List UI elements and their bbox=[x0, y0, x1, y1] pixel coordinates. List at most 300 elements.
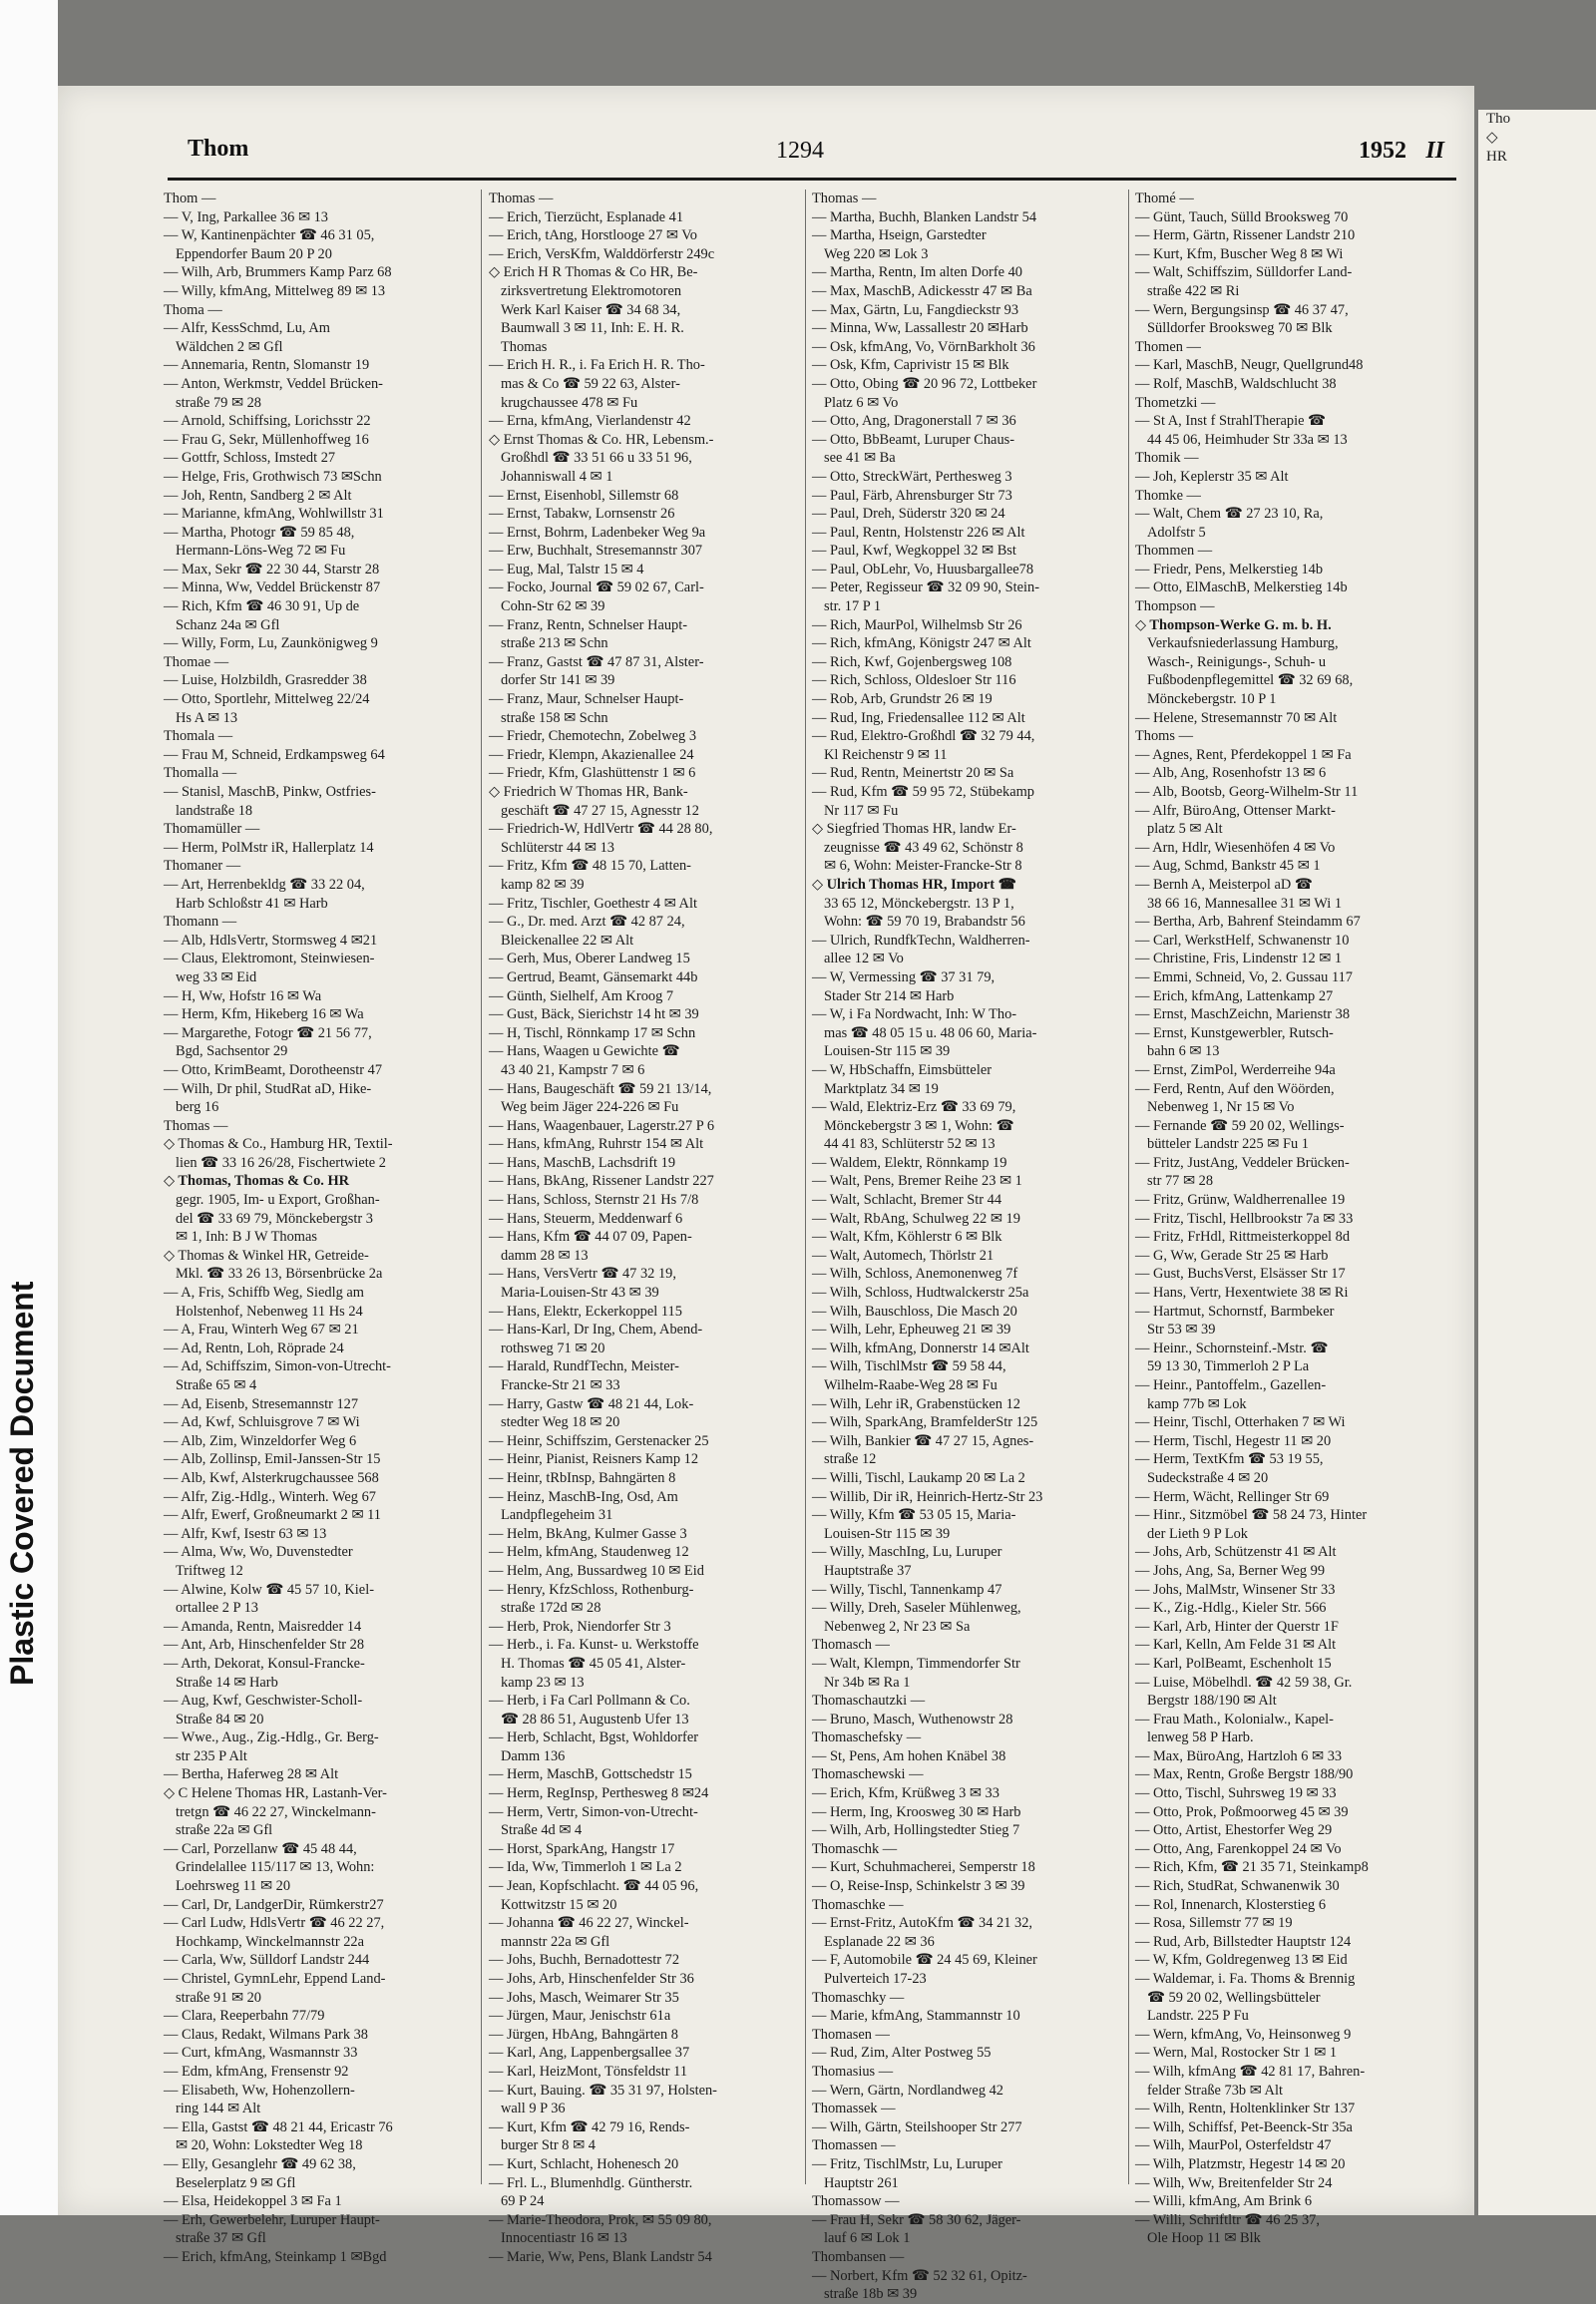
directory-entry: felder Straße 73b ✉ Alt bbox=[1147, 2082, 1283, 2099]
directory-entry: — Heinr, tRbInsp, Bahngärten 8 bbox=[489, 1469, 676, 1486]
directory-entry: Thomamüller — bbox=[164, 821, 260, 838]
directory-entry: Thoms — bbox=[1135, 728, 1193, 745]
directory-entry: Mönckebergstr. 10 P 1 bbox=[1147, 691, 1277, 708]
directory-entry: Verkaufsniederlassung Hamburg, bbox=[1147, 635, 1339, 652]
directory-entry: — Luise, Holzbildh, Grasredder 38 bbox=[164, 672, 367, 689]
directory-entry: — Heinr., Schornsteinf.-Mstr. ☎ bbox=[1135, 1340, 1329, 1356]
directory-entry: damm 28 ✉ 13 bbox=[501, 1247, 589, 1264]
directory-entry: — Waldemar, i. Fa. Thoms & Brennig bbox=[1135, 1971, 1356, 1987]
directory-entry: Thom — bbox=[164, 191, 216, 206]
next-page-fragment-text: HR bbox=[1486, 149, 1507, 165]
directory-entry: — Herm, Ing, Kroosweg 30 ✉ Harb bbox=[812, 1803, 1021, 1820]
directory-entry: — Bertha, Haferweg 28 ✉ Alt bbox=[164, 1766, 339, 1783]
directory-entry: — Walt, Kfm, Köhlerstr 6 ✉ Blk bbox=[812, 1229, 1002, 1246]
directory-entry: see 41 ✉ Ba bbox=[824, 450, 896, 467]
directory-entry: straße 37 ✉ Gfl bbox=[176, 2230, 266, 2247]
directory-entry: — Art, Herrenbekldg ☎ 33 22 04, bbox=[164, 876, 365, 893]
directory-entry: kamp 23 ✉ 13 bbox=[501, 1674, 585, 1691]
directory-entry: — Erich, Tierzücht, Esplanade 41 bbox=[489, 208, 684, 225]
directory-entry: — Arth, Dekorat, Konsul-Francke- bbox=[164, 1655, 365, 1672]
header-page-number: 1294 bbox=[776, 138, 824, 164]
directory-entry: — Aug, Schmd, Bankstr 45 ✉ 1 bbox=[1135, 858, 1321, 875]
directory-entry: — Friedr, Kfm, Glashüttenstr 1 ✉ 6 bbox=[489, 765, 696, 782]
directory-entry: — Willy, Dreh, Saseler Mühlenweg, bbox=[812, 1600, 1021, 1617]
directory-entry: — Carla, Ww, Sülldorf Landstr 244 bbox=[164, 1952, 370, 1969]
directory-entry: — Paul, ObLehr, Vo, Huusbargallee78 bbox=[812, 561, 1034, 577]
directory-entry: straße 79 ✉ 28 bbox=[176, 394, 261, 411]
directory-entry: — Wilh, Ww, Breitenfelder Str 24 bbox=[1135, 2174, 1333, 2191]
directory-entry: — Franz, Gastst ☎ 47 87 31, Alster- bbox=[489, 653, 704, 670]
directory-entry: — Herm, Wächt, Rellinger Str 69 bbox=[1135, 1488, 1330, 1505]
directory-entry: — Wilh, kfmAng, Donnerstr 14 ✉Alt bbox=[812, 1340, 1029, 1356]
directory-entry: — Friedr, Klempn, Akazienallee 24 bbox=[489, 746, 694, 763]
directory-entry: — Ernst, Tabakw, Lornsenstr 26 bbox=[489, 506, 675, 523]
directory-entry: ◇ Thomas & Winkel HR, Getreide- bbox=[164, 1247, 369, 1264]
directory-entry: — Marie, kfmAng, Stammannstr 10 bbox=[812, 2008, 1020, 2025]
directory-entry: — Rud, Kfm ☎ 59 95 72, Stübekamp bbox=[812, 784, 1034, 800]
directory-entry: — Joh, Rentn, Sandberg 2 ✉ Alt bbox=[164, 487, 352, 504]
directory-entry: — Wilh, kfmAng ☎ 42 81 17, Bahren- bbox=[1135, 2063, 1366, 2080]
directory-entry: straße 213 ✉ Schn bbox=[501, 635, 608, 652]
next-page-edge bbox=[1478, 110, 1596, 2215]
directory-entry: — Erich, Kfm, Krüßweg 3 ✉ 33 bbox=[812, 1785, 999, 1802]
directory-entry: — W, Vermessing ☎ 37 31 79, bbox=[812, 968, 996, 985]
directory-entry: — Frau H, Sekr ☎ 58 30 62, Jäger- bbox=[812, 2211, 1021, 2228]
directory-entry: — Arn, Hdlr, Wiesenhöfen 4 ✉ Vo bbox=[1135, 839, 1336, 856]
directory-entry: Nebenweg 2, Nr 23 ✉ Sa bbox=[824, 1618, 971, 1635]
directory-entry: — Herm, Tischl, Hegestr 11 ✉ 20 bbox=[1135, 1432, 1332, 1449]
directory-entry: — Herm, Gärtn, Rissener Landstr 210 bbox=[1135, 227, 1356, 244]
directory-entry: — Horst, SparkAng, Hangstr 17 bbox=[489, 1840, 675, 1857]
directory-entry: 44 41 83, Schlüterstr 52 ✉ 13 bbox=[824, 1136, 996, 1153]
directory-entry: Straße 4d ✉ 4 bbox=[501, 1822, 583, 1839]
directory-entry: — Jürgen, Maur, Jenischstr 61a bbox=[489, 2008, 671, 2025]
directory-entry: — Ernst, MaschZeichn, Marienstr 38 bbox=[1135, 1006, 1351, 1023]
directory-entry: Damm 136 bbox=[501, 1747, 566, 1764]
directory-entry: — Otto, Tischl, Suhrsweg 19 ✉ 33 bbox=[1135, 1785, 1337, 1802]
directory-entry: — H, Tischl, Rönnkamp 17 ✉ Schn bbox=[489, 1024, 696, 1041]
directory-entry: — Erich, kfmAng, Lattenkamp 27 bbox=[1135, 987, 1334, 1004]
directory-entry: krugchaussee 478 ✉ Fu bbox=[501, 394, 638, 411]
directory-entry: — Alfr, Kwf, Isestr 63 ✉ 13 bbox=[164, 1525, 327, 1542]
directory-entry: Louisen-Str 115 ✉ 39 bbox=[824, 1525, 951, 1542]
directory-entry: — Wald, Elektriz-Erz ☎ 33 69 79, bbox=[812, 1099, 1016, 1116]
directory-entry: — Wilh, Schloss, Hudtwalckerstr 25a bbox=[812, 1285, 1029, 1302]
directory-entry: Str 53 ✉ 39 bbox=[1147, 1322, 1216, 1339]
directory-entry: — Rich, kfmAng, Königstr 247 ✉ Alt bbox=[812, 635, 1031, 652]
directory-entry: — Willy, Kfm ☎ 53 05 15, Maria- bbox=[812, 1507, 1016, 1524]
directory-entry: — Wilh, Dr phil, StudRat aD, Hike- bbox=[164, 1080, 372, 1097]
directory-entry: — W, Kfm, Goldregenweg 13 ✉ Eid bbox=[1135, 1952, 1348, 1969]
directory-entry: ◇ C Helene Thomas HR, Lastanh-Ver- bbox=[164, 1785, 387, 1802]
directory-entry: — Wwe., Aug., Zig.-Hdlg., Gr. Berg- bbox=[164, 1729, 379, 1746]
directory-entry: — Ernst, Eisenhobl, Sillemstr 68 bbox=[489, 487, 679, 504]
directory-entry: — Jürgen, HbAng, Bahngärten 8 bbox=[489, 2026, 678, 2043]
directory-entry: — Hans, Vertr, Hexentwiete 38 ✉ Ri bbox=[1135, 1285, 1349, 1302]
directory-entry: — Fritz, Tischl, Hellbrookstr 7a ✉ 33 bbox=[1135, 1210, 1354, 1227]
directory-entry: Wilhelm-Raabe-Weg 28 ✉ Fu bbox=[824, 1377, 998, 1393]
directory-entry: — Gust, Bäck, Sierichstr 14 ht ✉ 39 bbox=[489, 1006, 699, 1023]
directory-entry: — W, Kantinenpächter ☎ 46 31 05, bbox=[164, 227, 375, 244]
directory-entry: Wasch-, Reinigungs-, Schuh- u bbox=[1147, 653, 1327, 670]
directory-entry: Thomasch — bbox=[812, 1637, 890, 1654]
directory-entry: Beselerplatz 9 ✉ Gfl bbox=[176, 2174, 296, 2191]
directory-entry: zirksvertretung Elektromotoren bbox=[501, 282, 682, 299]
directory-entry: — Ferd, Rentn, Auf den Wöörden, bbox=[1135, 1080, 1335, 1097]
directory-column-3 bbox=[812, 190, 1123, 2303]
directory-entry: 43 40 21, Kampstr 7 ✉ 6 bbox=[501, 1061, 645, 1078]
directory-entry: Maria-Louisen-Str 43 ✉ 39 bbox=[501, 1285, 659, 1302]
directory-entry: ◇ Siegfried Thomas HR, landw Er- bbox=[812, 821, 1016, 838]
directory-entry: — Otto, BbBeamt, Luruper Chaus- bbox=[812, 431, 1015, 448]
directory-entry: — V, Ing, Parkallee 36 ✉ 13 bbox=[164, 208, 329, 225]
page-header bbox=[188, 136, 1444, 170]
directory-entry: — Ida, Ww, Timmerloh 1 ✉ La 2 bbox=[489, 1859, 682, 1876]
directory-entry: Thomaschefsky — bbox=[812, 1729, 922, 1746]
directory-entry: Thomae — bbox=[164, 653, 229, 670]
directory-entry: — Friedrich-W, HdlVertr ☎ 44 28 80, bbox=[489, 821, 713, 838]
directory-entry: — Karl, Kelln, Am Felde 31 ✉ Alt bbox=[1135, 1637, 1337, 1654]
directory-entry: lauf 6 ✉ Lok 1 bbox=[824, 2230, 911, 2247]
directory-entry: — Helge, Fris, Grothwisch 73 ✉Schn bbox=[164, 468, 382, 485]
directory-entry: — Alb, Zim, Winzeldorfer Weg 6 bbox=[164, 1432, 357, 1449]
directory-entry: — Wern, Mal, Rostocker Str 1 ✉ 1 bbox=[1135, 2045, 1338, 2062]
directory-entry: Thomassow — bbox=[812, 2193, 900, 2210]
directory-entry: mas & Co ☎ 59 22 63, Alster- bbox=[501, 375, 680, 392]
directory-entry: — Paul, Rentn, Holstenstr 226 ✉ Alt bbox=[812, 524, 1025, 541]
directory-entry: Mkl. ☎ 33 26 13, Börsenbrücke 2a bbox=[176, 1266, 383, 1283]
directory-entry: — Heinr, Schiffszim, Gerstenacker 25 bbox=[489, 1432, 709, 1449]
plastic-covered-label: Plastic Covered Document bbox=[4, 1281, 40, 1686]
directory-entry: — Peter, Regisseur ☎ 32 09 90, Stein- bbox=[812, 579, 1039, 596]
directory-entry: ✉ 1, Inh: B J W Thomas bbox=[176, 1229, 317, 1246]
directory-entry: — Kurt, Bauing. ☎ 35 31 97, Holsten- bbox=[489, 2082, 717, 2099]
directory-entry: — Fritz, Kfm ☎ 48 15 70, Latten- bbox=[489, 858, 691, 875]
directory-entry: — Fritz, Grünw, Waldherrenallee 19 bbox=[1135, 1192, 1346, 1209]
directory-entry: Thombansen — bbox=[812, 2248, 905, 2265]
directory-entry: tretgn ☎ 46 22 27, Winckelmann- bbox=[176, 1803, 376, 1820]
directory-entry: Wohn: ☎ 59 70 19, Brabandstr 56 bbox=[824, 914, 1025, 931]
directory-entry: — Heinz, MaschB-Ing, Osd, Am bbox=[489, 1488, 678, 1505]
directory-entry: burger Str 8 ✉ 4 bbox=[501, 2137, 596, 2154]
directory-entry: — Herm, TextKfm ☎ 53 19 55, bbox=[1135, 1451, 1324, 1468]
scan-margin-strip bbox=[0, 0, 58, 2215]
directory-columns bbox=[164, 190, 1460, 2303]
directory-entry: 33 65 12, Mönckebergstr. 13 P 1, bbox=[824, 895, 1014, 912]
directory-entry: — Erw, Buchhalt, Stresemannstr 307 bbox=[489, 543, 703, 560]
directory-entry: Großhdl ☎ 33 51 66 u 33 51 96, bbox=[501, 450, 692, 467]
directory-entry: Sülldorfer Brooksweg 70 ✉ Blk bbox=[1147, 320, 1333, 337]
directory-entry: Straße 84 ✉ 20 bbox=[176, 1711, 264, 1728]
directory-entry: Nebenweg 1, Nr 15 ✉ Vo bbox=[1147, 1099, 1295, 1116]
directory-entry: lenweg 58 P Harb. bbox=[1147, 1729, 1254, 1746]
directory-entry: — Erich, VersKfm, Walddörferstr 249c bbox=[489, 245, 715, 262]
directory-entry: ✉ 6, Wohn: Meister-Francke-Str 8 bbox=[824, 858, 1022, 875]
directory-entry: straße 172d ✉ 28 bbox=[501, 1600, 601, 1617]
directory-entry: geschäft ☎ 47 27 15, Agnesstr 12 bbox=[501, 802, 699, 819]
directory-entry: Bergstr 188/190 ✉ Alt bbox=[1147, 1693, 1277, 1710]
directory-entry: Mönckebergstr 3 ✉ 1, Wohn: ☎ bbox=[824, 1117, 1014, 1134]
directory-entry: — Wern, Bergungsinsp ☎ 46 37 47, bbox=[1135, 301, 1349, 318]
directory-entry: — Minna, Ww, Veddel Brückenstr 87 bbox=[164, 579, 381, 596]
directory-entry: — Günt, Tauch, Sülld Brooksweg 70 bbox=[1135, 208, 1349, 225]
directory-entry: — Willi, Schriftltr ☎ 46 25 37, bbox=[1135, 2211, 1320, 2228]
directory-entry: Thomas — bbox=[164, 1117, 228, 1134]
directory-entry: Hauptstraße 37 bbox=[824, 1562, 912, 1579]
directory-entry: — Franz, Rentn, Schnelser Haupt- bbox=[489, 616, 688, 633]
directory-entry: — Wilh, MaurPol, Osterfeldstr 47 bbox=[1135, 2137, 1332, 2154]
directory-entry: — Kurt, Kfm ☎ 42 79 16, Rends- bbox=[489, 2118, 690, 2135]
directory-entry: Thomke — bbox=[1135, 487, 1201, 504]
directory-entry: — Wilh, Arb, Brummers Kamp Parz 68 bbox=[164, 264, 392, 281]
directory-entry: — Johanna ☎ 46 22 27, Winckel- bbox=[489, 1915, 689, 1932]
directory-entry: der Lieth 9 P Lok bbox=[1147, 1525, 1248, 1542]
directory-entry: Platz 6 ✉ Vo bbox=[824, 394, 899, 411]
directory-entry: ☎ 59 20 02, Wellingsbütteler bbox=[1147, 1989, 1321, 2006]
directory-entry: 44 45 06, Heimhuder Str 33a ✉ 13 bbox=[1147, 431, 1348, 448]
directory-entry: — Hinr., Sitzmöbel ☎ 58 24 73, Hinter bbox=[1135, 1507, 1368, 1524]
directory-entry: — Carl, WerkstHelf, Schwanenstr 10 bbox=[1135, 932, 1350, 949]
directory-entry: — Johs, Masch, Weimarer Str 35 bbox=[489, 1989, 679, 2006]
directory-entry: — Alfr, Zig.-Hdlg., Winterh. Weg 67 bbox=[164, 1488, 376, 1505]
directory-entry: — A, Fris, Schiffb Weg, Siedlg am bbox=[164, 1285, 364, 1302]
directory-entry: — Paul, Kwf, Wegkoppel 32 ✉ Bst bbox=[812, 543, 1016, 560]
directory-entry: — Rich, Kwf, Gojenbergsweg 108 bbox=[812, 653, 1012, 670]
directory-entry: — Ernst, Kunstgewerbler, Rutsch- bbox=[1135, 1024, 1334, 1041]
next-page-fragment-text: Tho bbox=[1486, 111, 1511, 127]
next-page-fragment-text: ◇ bbox=[1486, 130, 1498, 146]
directory-entry: — Fritz, FrHdl, Rittmeisterkoppel 8d bbox=[1135, 1229, 1351, 1246]
directory-entry: — Norbert, Kfm ☎ 52 32 61, Opitz- bbox=[812, 2267, 1027, 2284]
directory-entry: — Willi, kfmAng, Am Brink 6 bbox=[1135, 2193, 1313, 2210]
directory-entry: ◇ Thompson-Werke G. m. b. H. bbox=[1135, 616, 1332, 633]
directory-entry: — Gottfr, Schloss, Imstedt 27 bbox=[164, 450, 336, 467]
directory-entry: ortallee 2 P 13 bbox=[176, 1600, 258, 1617]
directory-entry: — Herm, PolMstr iR, Hallerplatz 14 bbox=[164, 839, 374, 856]
directory-entry: — Frl. L., Blumenhdlg. Güntherstr. bbox=[489, 2174, 693, 2191]
directory-entry: bahn 6 ✉ 13 bbox=[1147, 1043, 1220, 1060]
directory-entry: ◇ Friedrich W Thomas HR, Bank- bbox=[489, 784, 688, 800]
directory-entry: — Rosa, Sillemstr 77 ✉ 19 bbox=[1135, 1915, 1293, 1932]
directory-entry: — Max, Rentn, Große Bergstr 188/90 bbox=[1135, 1766, 1354, 1783]
directory-entry: Johanniswall 4 ✉ 1 bbox=[501, 468, 613, 485]
directory-entry: — Fritz, Tischler, Goethestr 4 ✉ Alt bbox=[489, 895, 697, 912]
header-surname: Thom bbox=[188, 136, 249, 162]
directory-entry: ◇ Erich H R Thomas & Co HR, Be- bbox=[489, 264, 698, 281]
directory-entry: — Otto, Sportlehr, Mittelweg 22/24 bbox=[164, 691, 370, 708]
directory-entry: dorfer Str 141 ✉ 39 bbox=[501, 672, 615, 689]
directory-entry: Francke-Str 21 ✉ 33 bbox=[501, 1377, 620, 1393]
directory-entry: — Aug, Kwf, Geschwister-Scholl- bbox=[164, 1693, 363, 1710]
directory-entry: — Herm, MaschB, Gottschedstr 15 bbox=[489, 1766, 692, 1783]
directory-entry: Cohn-Str 62 ✉ 39 bbox=[501, 598, 605, 615]
directory-entry: — Gust, BuchsVerst, Elsässer Str 17 bbox=[1135, 1266, 1346, 1283]
directory-entry: — Willi, Tischl, Laukamp 20 ✉ La 2 bbox=[812, 1469, 1025, 1486]
directory-column-1 bbox=[164, 190, 475, 2265]
directory-entry: — Martha, Hseign, Garstedter bbox=[812, 227, 987, 244]
directory-entry: Thomik — bbox=[1135, 450, 1199, 467]
directory-entry: — Karl, HeizMont, Tönsfeldstr 11 bbox=[489, 2063, 688, 2080]
directory-entry: — Walt, Pens, Bremer Reihe 23 ✉ 1 bbox=[812, 1173, 1022, 1190]
directory-entry: — Wilh, Schiffsf, Pet-Beenck-Str 35a bbox=[1135, 2118, 1353, 2135]
directory-page bbox=[58, 86, 1474, 2303]
directory-entry: wall 9 P 36 bbox=[501, 2101, 566, 2117]
directory-entry: — Johs, Arb, Hinschenfelder Str 36 bbox=[489, 1971, 694, 1987]
directory-entry: — O, Reise-Insp, Schinkelstr 3 ✉ 39 bbox=[812, 1878, 1025, 1895]
directory-entry: — Max, Gärtn, Lu, Fangdieckstr 93 bbox=[812, 301, 1019, 318]
directory-entry: — Herb., i. Fa. Kunst- u. Werkstoffe bbox=[489, 1637, 699, 1654]
directory-entry: Adolfstr 5 bbox=[1147, 524, 1206, 541]
directory-entry: — Herm, Kfm, Hikeberg 16 ✉ Wa bbox=[164, 1006, 364, 1023]
directory-entry: — Alfr, Ewerf, Großneumarkt 2 ✉ 11 bbox=[164, 1507, 381, 1524]
directory-entry: — Rich, Schloss, Oldesloer Str 116 bbox=[812, 672, 1016, 689]
directory-entry: — F, Automobile ☎ 24 45 69, Kleiner bbox=[812, 1952, 1037, 1969]
directory-entry: — Ad, Eisenb, Stresemannstr 127 bbox=[164, 1395, 359, 1412]
directory-entry: — Herb, Prok, Niendorfer Str 3 bbox=[489, 1618, 671, 1635]
column-divider bbox=[481, 190, 482, 2184]
directory-entry: — W, i Fa Nordwacht, Inh: W Tho- bbox=[812, 1006, 1017, 1023]
directory-entry: mannstr 22a ✉ Gfl bbox=[501, 1933, 610, 1950]
directory-entry: platz 5 ✉ Alt bbox=[1147, 821, 1223, 838]
directory-entry: — Margarethe, Fotogr ☎ 21 56 77, bbox=[164, 1024, 372, 1041]
directory-entry: 59 13 30, Timmerloh 2 P La bbox=[1147, 1358, 1310, 1375]
directory-entry: — Heinr., Pantoffelm., Gazellen- bbox=[1135, 1377, 1327, 1393]
directory-entry: Marktplatz 34 ✉ 19 bbox=[824, 1080, 939, 1097]
directory-entry: — Jean, Kopfschlacht. ☎ 44 05 96, bbox=[489, 1878, 699, 1895]
directory-entry: — Fritz, TischlMstr, Lu, Luruper bbox=[812, 2155, 1002, 2172]
directory-entry: str 235 P Alt bbox=[176, 1747, 247, 1764]
directory-entry: — Fernande ☎ 59 20 02, Wellings- bbox=[1135, 1117, 1345, 1134]
directory-entry: — Wilh, Bauschloss, Die Masch 20 bbox=[812, 1303, 1017, 1320]
directory-entry: str. 17 P 1 bbox=[824, 598, 882, 615]
directory-entry: — Elly, Gesanglehr ☎ 49 62 38, bbox=[164, 2155, 356, 2172]
directory-entry: — Carl Ludw, HdlsVertr ☎ 46 22 27, bbox=[164, 1915, 385, 1932]
directory-entry: Straße 65 ✉ 4 bbox=[176, 1377, 257, 1393]
directory-entry: — Otto, Artist, Ehestorfer Weg 29 bbox=[1135, 1822, 1333, 1839]
directory-entry: — Alfr, KessSchmd, Lu, Am bbox=[164, 320, 330, 337]
directory-entry: — Hans, Schloss, Sternstr 21 Hs 7/8 bbox=[489, 1192, 699, 1209]
directory-entry: Thomalla — bbox=[164, 765, 237, 782]
directory-entry: — Wilh, Bankier ☎ 47 27 15, Agnes- bbox=[812, 1432, 1034, 1449]
directory-entry: Thomaschautzki — bbox=[812, 1693, 926, 1710]
directory-entry: ✉ 20, Wohn: Lokstedter Weg 18 bbox=[176, 2137, 363, 2154]
directory-entry: — Rud, Ing, Friedensallee 112 ✉ Alt bbox=[812, 709, 1025, 726]
directory-entry: — Hans, Waagenbauer, Lagerstr.27 P 6 bbox=[489, 1117, 715, 1134]
directory-entry: — Arnold, Schiffsing, Lorichsstr 22 bbox=[164, 413, 371, 430]
directory-entry: — Wilh, Schloss, Anemonenweg 7f bbox=[812, 1266, 1018, 1283]
directory-entry: Landpflegeheim 31 bbox=[501, 1507, 613, 1524]
directory-entry: Thometzki — bbox=[1135, 394, 1216, 411]
directory-entry: — Agnes, Rent, Pferdekoppel 1 ✉ Fa bbox=[1135, 746, 1352, 763]
directory-entry: — Henry, KfzSchloss, Rothenburg- bbox=[489, 1581, 694, 1598]
directory-entry: — Helm, kfmAng, Staudenweg 12 bbox=[489, 1544, 689, 1561]
directory-entry: — Franz, Maur, Schnelser Haupt- bbox=[489, 691, 684, 708]
directory-entry: mas ☎ 48 05 15 u. 48 06 60, Maria- bbox=[824, 1024, 1037, 1041]
directory-entry: Weg beim Jäger 224-226 ✉ Fu bbox=[501, 1099, 679, 1116]
directory-entry: — Marie-Theodora, Prok, ✉ 55 09 80, bbox=[489, 2211, 712, 2228]
directory-entry: — Claus, Redakt, Wilmans Park 38 bbox=[164, 2026, 369, 2043]
directory-entry: — Johs, Buchh, Bernadottestr 72 bbox=[489, 1952, 680, 1969]
directory-entry: — Otto, Ang, Farenkoppel 24 ✉ Vo bbox=[1135, 1840, 1342, 1857]
directory-entry: Grindelallee 115/117 ✉ 13, Wohn: bbox=[176, 1859, 375, 1876]
directory-entry: — Claus, Elektromont, Steinwiesen- bbox=[164, 951, 375, 967]
directory-entry: str 77 ✉ 28 bbox=[1147, 1173, 1214, 1190]
directory-entry: — St A, Inst f StrahlTherapie ☎ bbox=[1135, 413, 1326, 430]
directory-entry: Thoma — bbox=[164, 301, 222, 318]
directory-entry: — Karl, Ang, Lappenbergsallee 37 bbox=[489, 2045, 690, 2062]
directory-entry: — Ad, Rentn, Loh, Röprade 24 bbox=[164, 1340, 344, 1356]
directory-entry: — Heinr, Pianist, Reisners Kamp 12 bbox=[489, 1451, 699, 1468]
directory-entry: Harb Schloßstr 41 ✉ Harb bbox=[176, 895, 328, 912]
directory-entry: — Ad, Kwf, Schluisgrove 7 ✉ Wi bbox=[164, 1414, 360, 1431]
directory-entry: — Otto, ElMaschB, Melkerstieg 14b bbox=[1135, 579, 1348, 596]
directory-entry: — Erich, tAng, Horstlooge 27 ✉ Vo bbox=[489, 227, 697, 244]
directory-entry: ◇ Ulrich Thomas HR, Import ☎ bbox=[812, 876, 1016, 893]
directory-entry: Thomas — bbox=[489, 191, 554, 206]
directory-entry: — Hans, VersVertr ☎ 47 32 19, bbox=[489, 1266, 676, 1283]
directory-entry: weg 33 ✉ Eid bbox=[176, 968, 257, 985]
directory-entry: — Ernst, ZimPol, Werderreihe 94a bbox=[1135, 1061, 1336, 1078]
directory-entry: — Hans, Baugeschäft ☎ 59 21 13/14, bbox=[489, 1080, 712, 1097]
directory-entry: — Carl, Porzellanw ☎ 45 48 44, bbox=[164, 1840, 357, 1857]
directory-entry: Sudeckstraße 4 ✉ 20 bbox=[1147, 1469, 1269, 1486]
directory-entry: — Frau G, Sekr, Müllenhoffweg 16 bbox=[164, 431, 369, 448]
directory-entry: — Anton, Werkmstr, Veddel Brücken- bbox=[164, 375, 383, 392]
directory-entry: — Walt, Schlacht, Bremer Str 44 bbox=[812, 1192, 1002, 1209]
directory-entry: — Willy, Form, Lu, Zaunkönigweg 9 bbox=[164, 635, 378, 652]
directory-entry: — Frau Math., Kolonialw., Kapel- bbox=[1135, 1711, 1334, 1728]
directory-entry: Innocentiastr 16 ✉ 13 bbox=[501, 2230, 627, 2247]
directory-entry: — Kurt, Kfm, Buscher Weg 8 ✉ Wi bbox=[1135, 245, 1344, 262]
directory-entry: — Clara, Reeperbahn 77/79 bbox=[164, 2008, 325, 2025]
directory-entry: — Alb, Ang, Rosenhofstr 13 ✉ 6 bbox=[1135, 765, 1327, 782]
header-part: II bbox=[1425, 138, 1444, 164]
directory-entry: — Paul, Färb, Ahrensburger Str 73 bbox=[812, 487, 1012, 504]
directory-entry: — Herb, i Fa Carl Pollmann & Co. bbox=[489, 1693, 690, 1710]
directory-entry: — Helm, BkAng, Kulmer Gasse 3 bbox=[489, 1525, 687, 1542]
directory-entry: Thomaner — bbox=[164, 858, 241, 875]
directory-entry: Baumwall 3 ✉ 11, Inh: E. H. R. bbox=[501, 320, 684, 337]
directory-entry: Thomann — bbox=[164, 914, 237, 931]
header-year: 1952 bbox=[1359, 138, 1406, 164]
directory-entry: — Rich, MaurPol, Wilhelmsb Str 26 bbox=[812, 616, 1022, 633]
directory-entry: — Ella, Gastst ☎ 48 21 44, Ericastr 76 bbox=[164, 2118, 393, 2135]
directory-entry: — Martha, Buchh, Blanken Landstr 54 bbox=[812, 208, 1037, 225]
directory-entry: — Wilh, Lehr, Epheuweg 21 ✉ 39 bbox=[812, 1322, 1011, 1339]
directory-entry: — Martha, Rentn, Im alten Dorfe 40 bbox=[812, 264, 1023, 281]
directory-entry: — Alfr, BüroAng, Ottenser Markt- bbox=[1135, 802, 1336, 819]
directory-entry: — Minna, Ww, Lassallestr 20 ✉Harb bbox=[812, 320, 1028, 337]
directory-entry: — Harald, RundfTechn, Meister- bbox=[489, 1358, 679, 1375]
directory-entry: — Johs, Arb, Schützenstr 41 ✉ Alt bbox=[1135, 1544, 1337, 1561]
directory-entry: — Helm, Ang, Bussardweg 10 ✉ Eid bbox=[489, 1562, 704, 1579]
directory-entry: landstraße 18 bbox=[176, 802, 253, 819]
directory-entry: — Willib, Dir iR, Heinrich-Hertz-Str 23 bbox=[812, 1488, 1043, 1505]
directory-entry: — Herm, Vertr, Simon-von-Utrecht- bbox=[489, 1803, 698, 1820]
directory-entry: — Alb, Kwf, Alsterkrugchaussee 568 bbox=[164, 1469, 379, 1486]
directory-entry: — Bertha, Arb, Bahrenf Steindamm 67 bbox=[1135, 914, 1361, 931]
directory-entry: Louisen-Str 115 ✉ 39 bbox=[824, 1043, 951, 1060]
directory-entry: H. Thomas ☎ 45 05 41, Alster- bbox=[501, 1655, 686, 1672]
directory-entry: Landstr. 225 P Fu bbox=[1147, 2008, 1249, 2025]
directory-entry: Thomas bbox=[501, 338, 548, 355]
directory-entry: — Wilh, Lehr iR, Grabenstücken 12 bbox=[812, 1395, 1020, 1412]
directory-entry: — Curt, kfmAng, Wasmannstr 33 bbox=[164, 2045, 358, 2062]
directory-entry: — Kurt, Schlacht, Hohenesch 20 bbox=[489, 2155, 679, 2172]
directory-entry: — Wern, Gärtn, Nordlandweg 42 bbox=[812, 2082, 1004, 2099]
directory-entry: ◇ Ernst Thomas & Co. HR, Lebensm.- bbox=[489, 431, 714, 448]
directory-entry: straße 91 ✉ 20 bbox=[176, 1989, 261, 2006]
